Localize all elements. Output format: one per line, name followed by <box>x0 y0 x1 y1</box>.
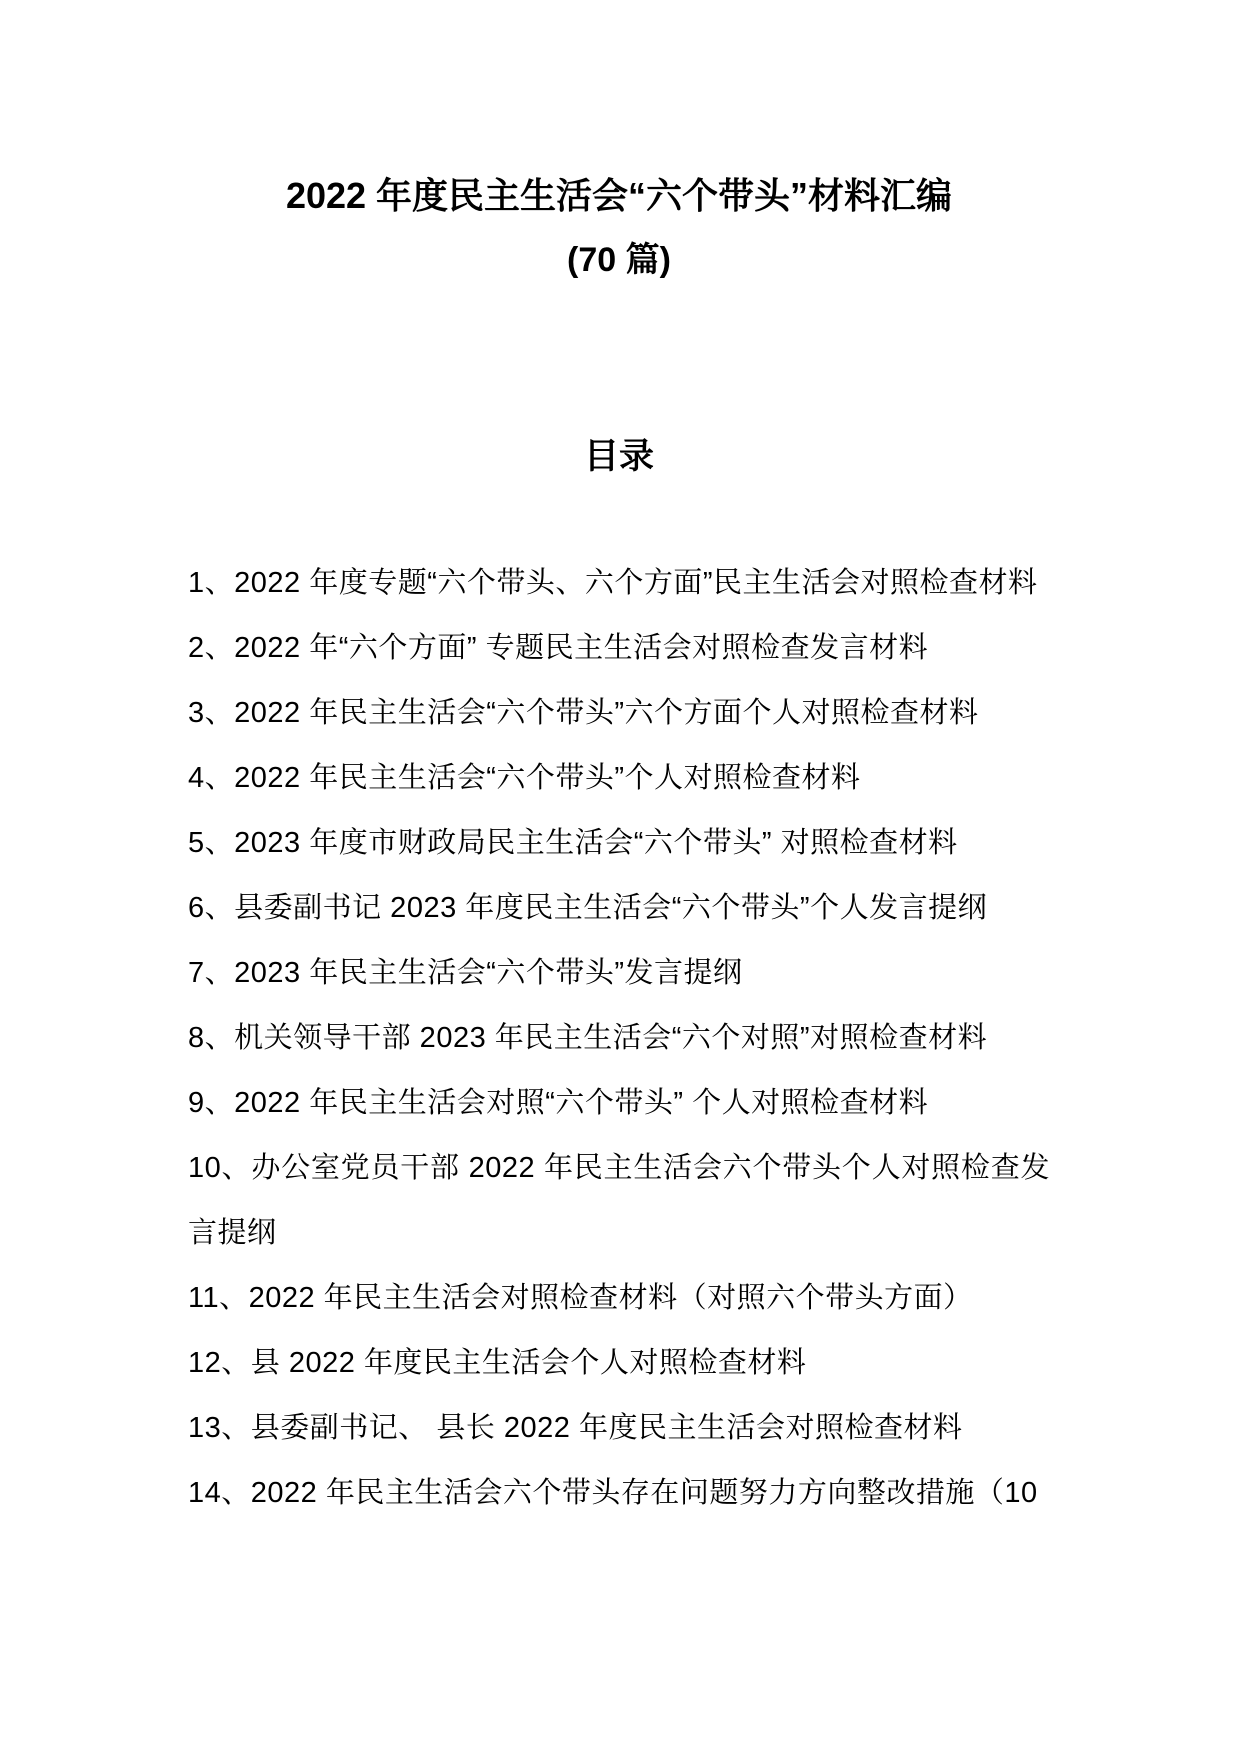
toc-item: 2、2022 年“六个方面” 专题民主生活会对照检查发言材料 <box>188 632 929 664</box>
toc-item: 14、2022 年民主生活会六个带头存在问题努力方向整改措施（10 <box>188 1477 1038 1509</box>
toc-list <box>188 551 1050 1526</box>
toc-item: 12、县 2022 年度民主生活会个人对照检查材料 <box>188 1347 807 1379</box>
document-title: 2022 年度民主生活会“六个带头”材料汇编 <box>285 175 953 216</box>
toc-item: 3、2022 年民主生活会“六个带头”六个方面个人对照检查材料 <box>188 697 979 729</box>
toc-item: 13、县委副书记、 县长 2022 年度民主生活会对照检查材料 <box>188 1412 963 1444</box>
toc-item: 5、2023 年度市财政局民主生活会“六个带头” 对照检查材料 <box>188 827 958 859</box>
toc-item: 9、2022 年民主生活会对照“六个带头” 个人对照检查材料 <box>188 1087 929 1119</box>
toc-item: 11、2022 年民主生活会对照检查材料（对照六个带头方面） <box>188 1282 973 1314</box>
toc-heading: 目录 <box>583 437 654 476</box>
toc-item: 1、2022 年度专题“六个带头、六个方面”民主生活会对照检查材料 <box>188 567 1038 599</box>
toc-item: 7、2023 年民主生活会“六个带头”发言提纲 <box>188 957 743 989</box>
toc-item: 6、县委副书记 2023 年度民主生活会“六个带头”个人发言提纲 <box>188 892 988 924</box>
toc-item: 4、2022 年民主生活会“六个带头”个人对照检查材料 <box>188 762 861 794</box>
document-subtitle: (70 篇) <box>567 241 671 279</box>
toc-item: 10、办公室党员干部 2022 年民主生活会六个带头个人对照检查发言提纲 <box>188 1152 1050 1249</box>
toc-item: 8、机关领导干部 2023 年民主生活会“六个对照”对照检查材料 <box>188 1022 988 1054</box>
